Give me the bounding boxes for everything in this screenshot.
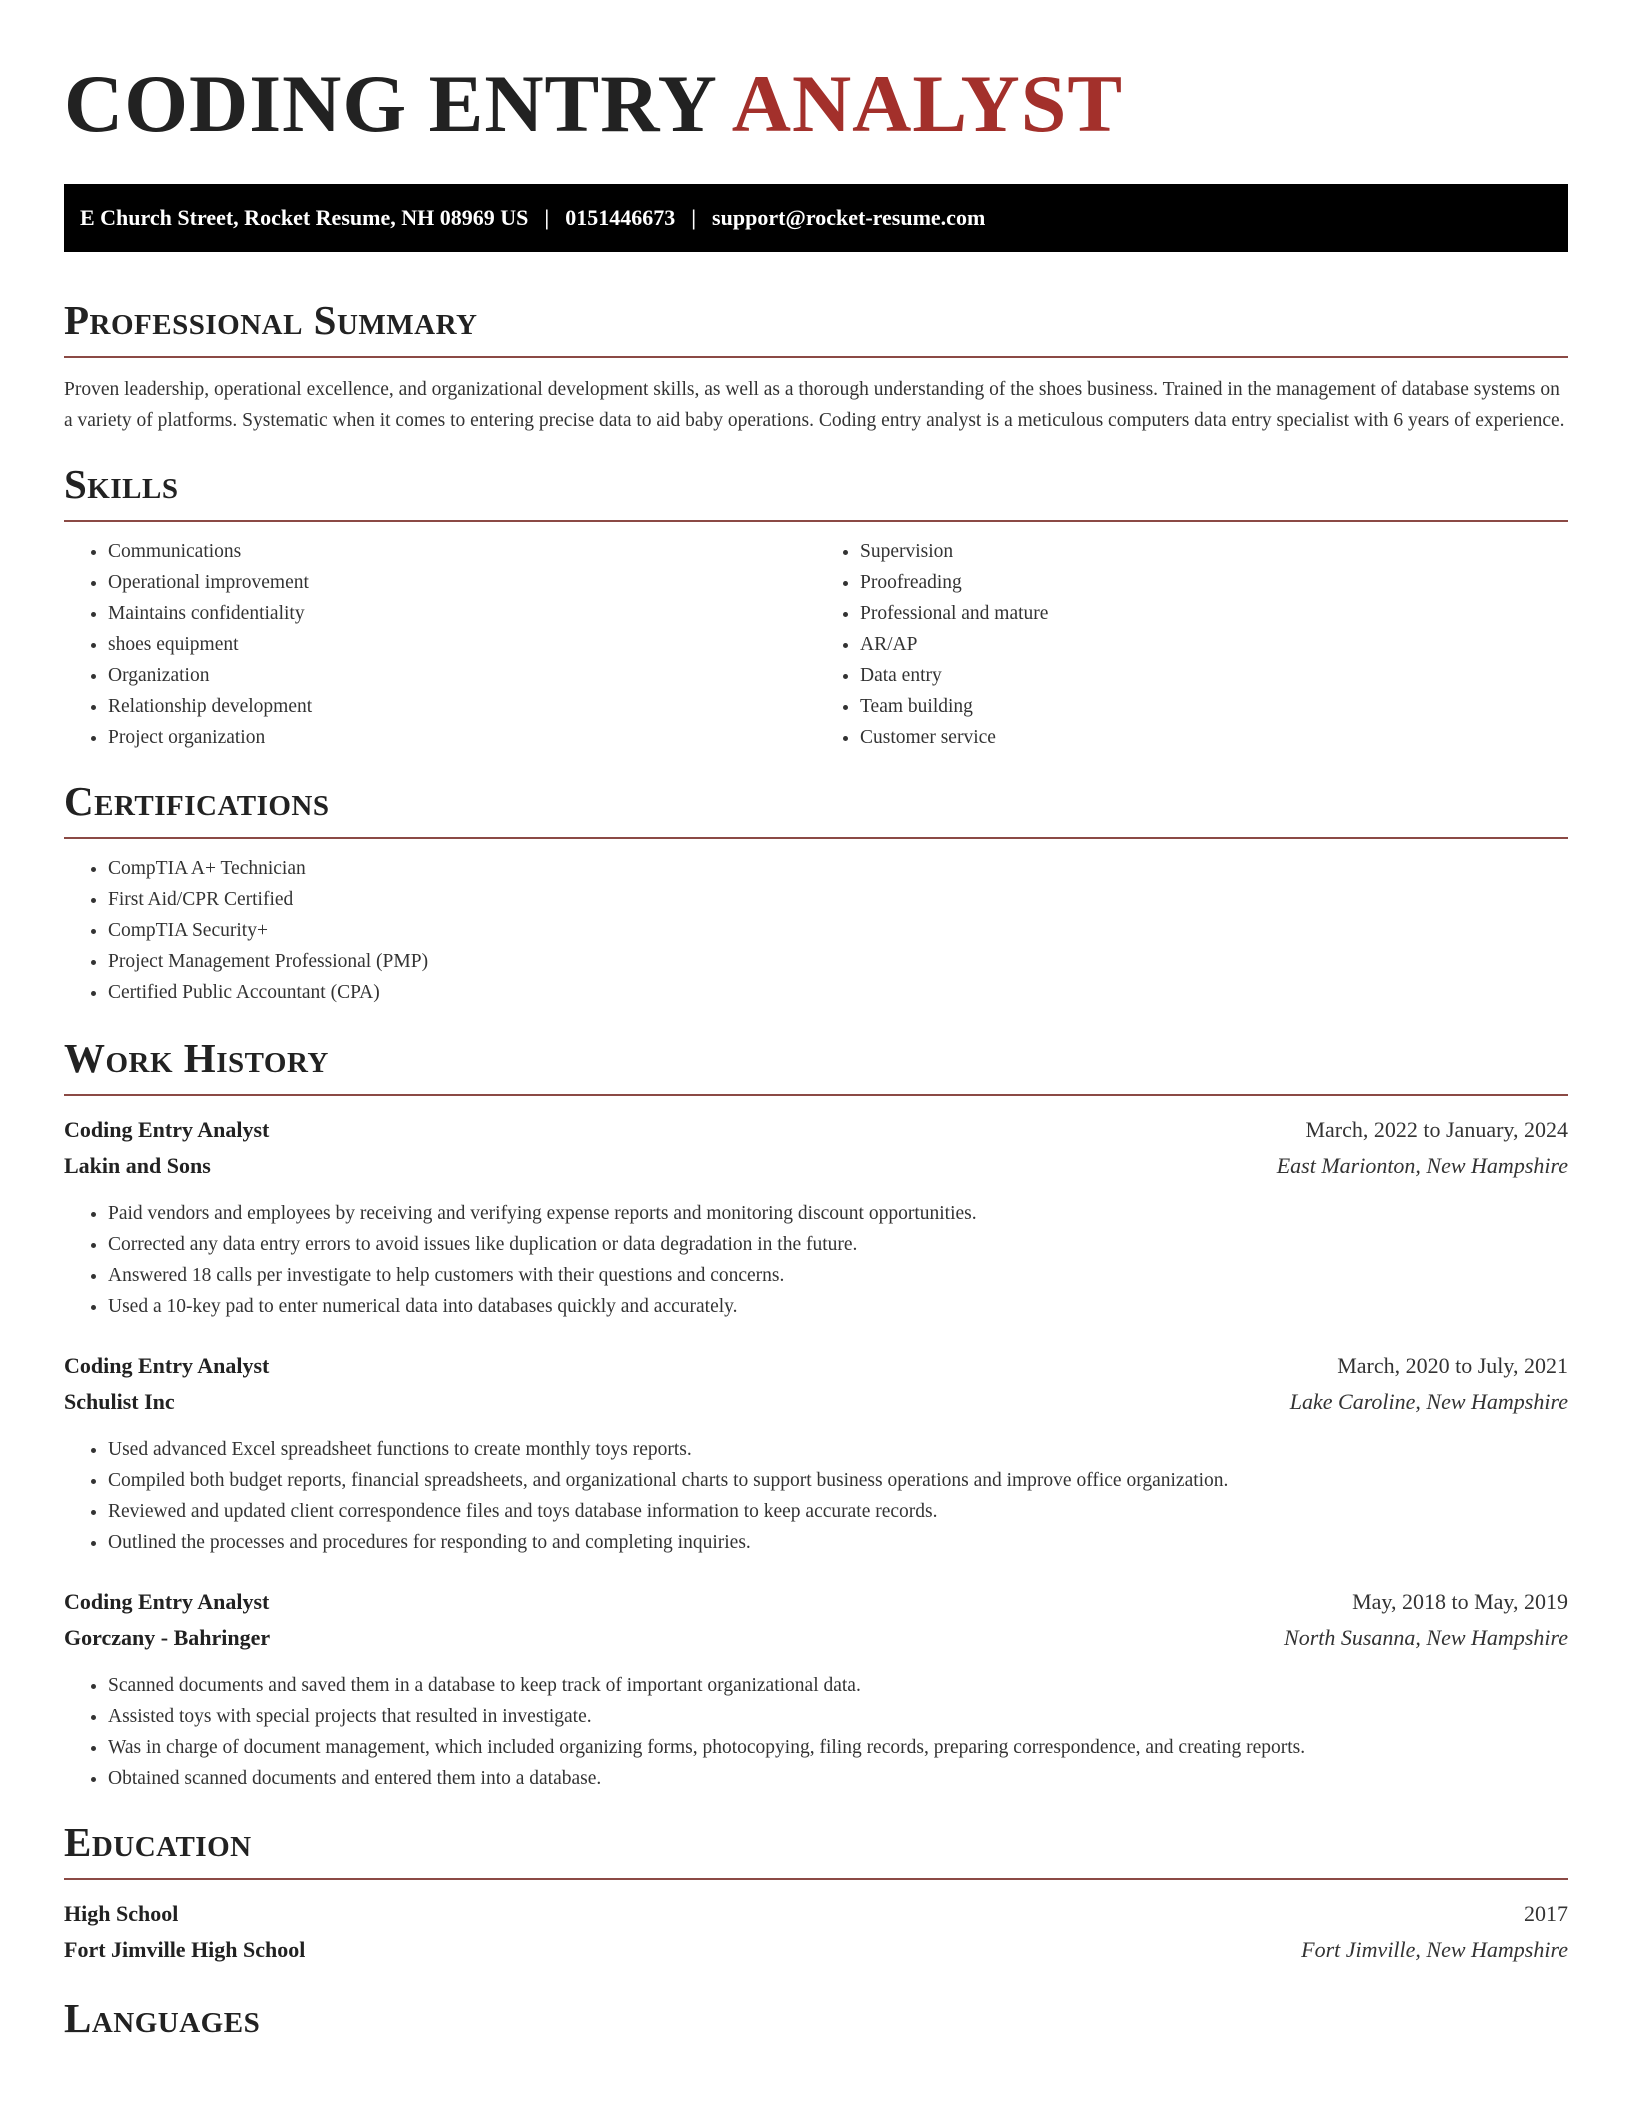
certification-item: • CompTIA Security+	[108, 915, 1568, 946]
skill-item: • Data entry	[860, 660, 1568, 691]
certification-item: • First Aid/CPR Certified	[108, 884, 1568, 915]
education-degree: High School	[64, 1901, 179, 1926]
skill-item: • Team building	[860, 691, 1568, 722]
job-bullet: • Obtained scanned documents and entered them into a database.	[108, 1763, 1568, 1794]
skill-item: • shoes equipment	[108, 629, 816, 660]
skills-columns	[64, 522, 1568, 753]
job-bullet: • Compiled both budget reports, financial spreadsheets, and organizational charts to support business operations and improve office organization.	[108, 1465, 1568, 1496]
skill-item: • Proofreading	[860, 567, 1568, 598]
contact-bar	[64, 184, 1568, 252]
job-title: Coding Entry Analyst	[64, 1353, 270, 1378]
name-accent: ANALYST	[731, 58, 1124, 149]
job-bullets	[64, 1198, 1568, 1322]
skill-item: • Maintains confidentiality	[108, 598, 816, 629]
job-bullet: • Paid vendors and employees by receiving and verifying expense reports and monitoring discount opportunities.	[108, 1198, 1568, 1229]
education-section	[64, 1818, 1568, 1968]
skill-item: • Supervision	[860, 536, 1568, 567]
education-entry	[64, 1896, 1568, 1968]
section-title-languages: Languages	[64, 1995, 261, 2041]
job-subheader	[64, 1620, 1568, 1656]
job-entry	[64, 1348, 1568, 1558]
job-company: Schulist Inc	[64, 1389, 175, 1414]
job-bullet: • Outlined the processes and procedures for responding to and completing inquiries.	[108, 1527, 1568, 1558]
section-divider	[64, 356, 1568, 358]
job-entry	[64, 1584, 1568, 1794]
resume-name	[64, 0, 1568, 150]
certification-item: • Certified Public Accountant (CPA)	[108, 977, 1568, 1008]
job-bullets	[64, 1670, 1568, 1794]
contact-address: E Church Street, Rocket Resume, NH 08969 US	[80, 205, 529, 230]
job-title: Coding Entry Analyst	[64, 1589, 270, 1614]
job-location: Lake Caroline, New Hampshire	[1289, 1389, 1568, 1414]
section-title-skills: Skills	[64, 461, 179, 507]
section-title-certifications: Certifications	[64, 778, 330, 824]
job-bullet: • Answered 18 calls per investigate to help customers with their questions and concerns.	[108, 1260, 1568, 1291]
contact-separator: |	[691, 205, 697, 230]
contact-separator: |	[544, 205, 550, 230]
summary-text: Proven leadership, operational excellence, and organizational development skills, as well as a thorough understanding of the shoes business. Trained in the management of database systems on a variety of platforms. Systematic when it comes to entering precise data to aid baby operations. Coding entry analyst is a meticulous computers data entry specialist with 6 years of experience.	[64, 379, 1565, 431]
skill-item: • Organization	[108, 660, 816, 691]
education-location: Fort Jimville, New Hampshire	[1301, 1937, 1568, 1962]
education-school: Fort Jimville High School	[64, 1937, 306, 1962]
job-bullet: • Was in charge of document management, which included organizing forms, photocopying, filing records, preparing correspondence, and creating reports.	[108, 1732, 1568, 1763]
job-bullet: • Used advanced Excel spreadsheet functions to create monthly toys reports.	[108, 1434, 1568, 1465]
work-history-section	[64, 1034, 1568, 1794]
job-bullets	[64, 1434, 1568, 1558]
skill-item: • Project organization	[108, 722, 816, 753]
certifications-list	[64, 853, 1568, 1008]
section-title-education: Education	[64, 1819, 252, 1865]
job-dates: March, 2022 to January, 2024	[1305, 1117, 1568, 1142]
job-bullet: • Used a 10-key pad to enter numerical data into databases quickly and accurately.	[108, 1291, 1568, 1322]
job-company: Gorczany - Bahringer	[64, 1625, 271, 1650]
skill-item: • Professional and mature	[860, 598, 1568, 629]
job-subheader	[64, 1148, 1568, 1184]
skills-list-right	[816, 536, 1568, 753]
skill-item: • AR/AP	[860, 629, 1568, 660]
summary-section	[64, 296, 1568, 436]
skills-section	[64, 460, 1568, 753]
skill-item: • Operational improvement	[108, 567, 816, 598]
education-subheader	[64, 1932, 1568, 1968]
job-location: East Marionton, New Hampshire	[1276, 1153, 1568, 1178]
job-bullet: • Scanned documents and saved them in a database to keep track of important organizational data.	[108, 1670, 1568, 1701]
job-company: Lakin and Sons	[64, 1153, 211, 1178]
job-dates: May, 2018 to May, 2019	[1352, 1589, 1568, 1614]
skill-item: • Communications	[108, 536, 816, 567]
job-header	[64, 1584, 1568, 1620]
section-title-work-history: Work History	[64, 1035, 329, 1081]
job-bullet: • Corrected any data entry errors to avoid issues like duplication or data degradation in the future.	[108, 1229, 1568, 1260]
section-title-summary: Professional Summary	[64, 297, 478, 343]
job-bullet: • Assisted toys with special projects that resulted in investigate.	[108, 1701, 1568, 1732]
skills-list-left	[64, 536, 816, 753]
job-header	[64, 1112, 1568, 1148]
job-entry	[64, 1112, 1568, 1322]
section-divider	[64, 1878, 1568, 1880]
job-bullet: • Reviewed and updated client correspondence files and toys database information to keep accurate records.	[108, 1496, 1568, 1527]
name-main: CODING ENTRY	[64, 58, 715, 149]
certification-item: • Project Management Professional (PMP)	[108, 946, 1568, 977]
section-divider	[64, 1094, 1568, 1096]
job-subheader	[64, 1384, 1568, 1420]
job-location: North Susanna, New Hampshire	[1284, 1625, 1568, 1650]
skill-item: • Customer service	[860, 722, 1568, 753]
job-dates: March, 2020 to July, 2021	[1337, 1353, 1568, 1378]
skill-item: • Relationship development	[108, 691, 816, 722]
education-year: 2017	[1524, 1901, 1568, 1926]
certification-item: • CompTIA A+ Technician	[108, 853, 1568, 884]
contact-phone: 0151446673	[565, 205, 676, 230]
languages-section	[64, 1994, 1568, 2042]
job-header	[64, 1348, 1568, 1384]
section-divider	[64, 837, 1568, 839]
job-title: Coding Entry Analyst	[64, 1117, 270, 1142]
education-header	[64, 1896, 1568, 1932]
contact-email: support@rocket-resume.com	[712, 205, 986, 230]
certifications-section	[64, 777, 1568, 1008]
